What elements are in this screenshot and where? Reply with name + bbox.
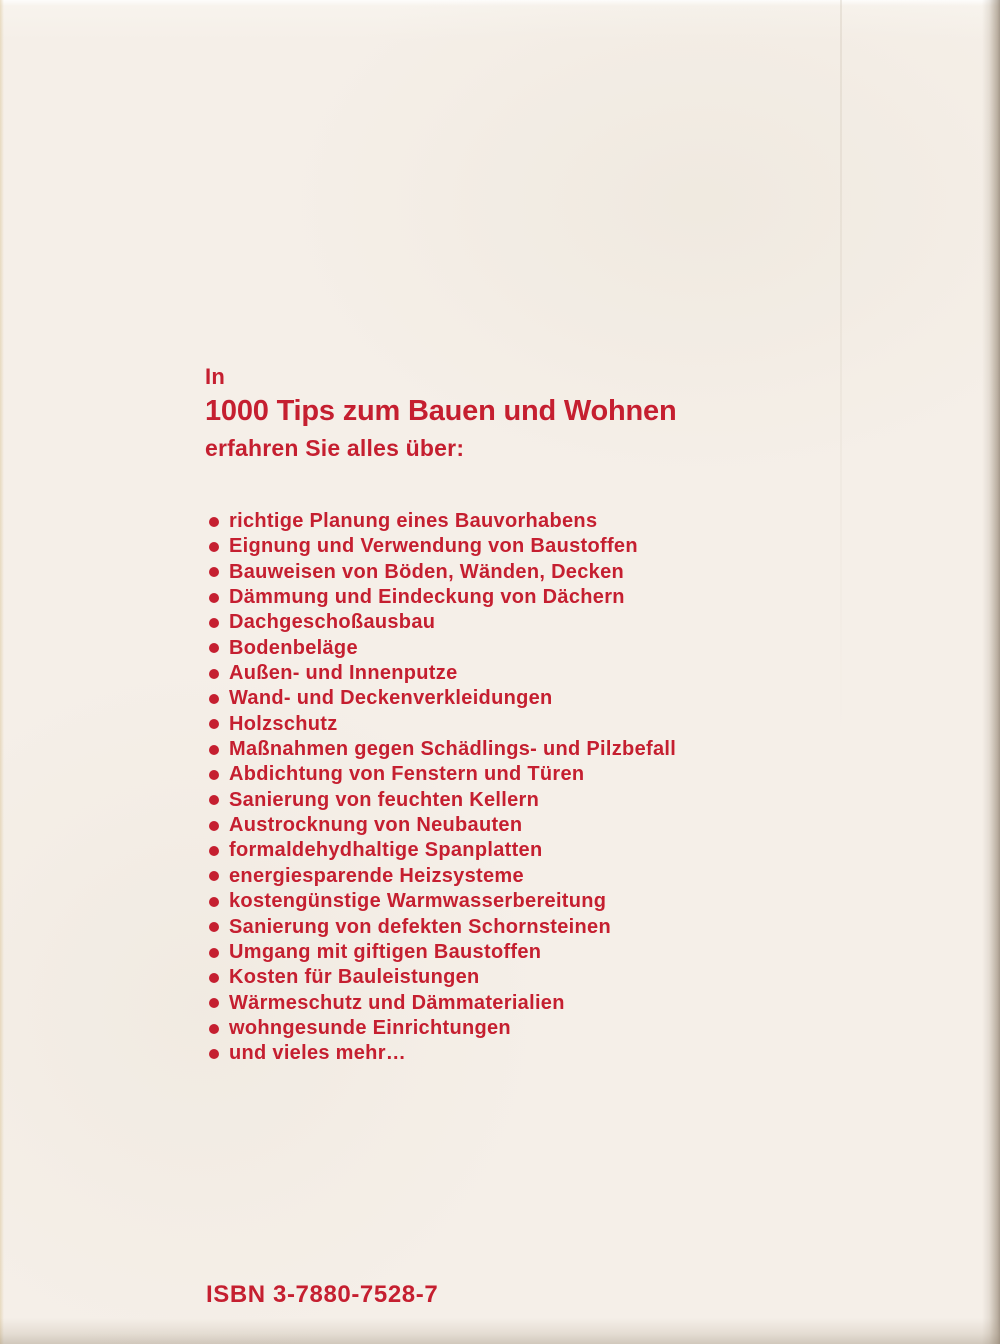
paper-edge-left	[0, 0, 4, 1344]
bullet-dot-icon	[209, 1049, 219, 1059]
bullet-dot-icon	[209, 719, 219, 729]
topic-list-item	[209, 991, 676, 1016]
topic-list-item	[209, 636, 676, 661]
paper-edge-bottom	[0, 1318, 1000, 1344]
bullet-dot-icon	[209, 745, 219, 755]
topic-text: Dachgeschoßausbau	[229, 611, 436, 634]
topic-list-item	[209, 737, 676, 762]
topic-text: wohngesunde Einrichtungen	[229, 1016, 511, 1039]
header-subtitle: erfahren Sie alles über:	[205, 435, 465, 462]
paper-edge-top	[0, 0, 1000, 6]
bullet-dot-icon	[209, 973, 219, 983]
topic-list-item	[209, 1041, 676, 1066]
bullet-dot-icon	[209, 821, 219, 831]
bullet-dot-icon	[209, 770, 219, 780]
topic-text: Wärmeschutz und Dämmaterialien	[229, 991, 565, 1014]
topic-text: Holzschutz	[229, 712, 338, 735]
topic-text: Umgang mit giftigen Baustoffen	[229, 940, 542, 963]
topic-text: Dämmung und Eindeckung von Dächern	[229, 586, 625, 609]
paper-crease	[840, 0, 842, 739]
topic-text: kostengünstige Warmwasserbereitung	[229, 890, 607, 913]
topic-text: und vieles mehr…	[229, 1042, 407, 1065]
bullet-dot-icon	[209, 618, 219, 628]
topic-list-item	[209, 610, 676, 635]
topic-text: Kosten für Bauleistungen	[229, 966, 480, 989]
paper-edge-right	[982, 0, 1000, 1344]
topic-text: Eignung und Verwendung von Baustoffen	[229, 535, 638, 558]
bullet-dot-icon	[209, 694, 219, 704]
bullet-dot-icon	[209, 897, 219, 907]
topic-list-item	[209, 560, 676, 585]
topic-list-item	[209, 762, 676, 787]
bullet-dot-icon	[209, 1024, 219, 1034]
topic-list-item	[209, 838, 676, 863]
book-title: 1000 Tips zum Bauen und Wohnen	[205, 395, 677, 428]
topic-text: formaldehydhaltige Spanplatten	[229, 839, 543, 862]
topic-list-item	[209, 534, 676, 559]
bullet-dot-icon	[209, 846, 219, 856]
bullet-dot-icon	[209, 871, 219, 881]
topic-text: Sanierung von defekten Schornsteinen	[229, 915, 611, 938]
topic-list-item	[209, 661, 676, 686]
bullet-dot-icon	[209, 593, 219, 603]
topic-list-item	[209, 940, 676, 965]
isbn-text: ISBN 3-7880-7528-7	[206, 1281, 439, 1308]
topic-list-item	[209, 864, 676, 889]
topic-text: Maßnahmen gegen Schädlings- und Pilzbefall	[229, 738, 677, 761]
topic-text: richtige Planung eines Bauvorhabens	[229, 510, 598, 532]
bullet-dot-icon	[209, 795, 219, 805]
topic-list-item	[209, 686, 676, 711]
bullet-dot-icon	[209, 948, 219, 958]
bullet-dot-icon	[209, 998, 219, 1008]
bullet-dot-icon	[209, 542, 219, 552]
topic-text: energiesparende Heizsysteme	[229, 864, 524, 887]
topic-text: Außen- und Innenputze	[229, 662, 458, 685]
bullet-dot-icon	[209, 567, 219, 577]
topic-list-item	[209, 585, 676, 610]
bullet-dot-icon	[209, 517, 219, 527]
topic-list-item	[209, 889, 676, 914]
topic-list-item	[209, 1016, 676, 1041]
header-line-in: In	[205, 364, 226, 389]
bullet-dot-icon	[209, 922, 219, 932]
topic-text: Austrocknung von Neubauten	[229, 814, 523, 837]
topics-list	[209, 509, 676, 1067]
topic-list-item	[209, 915, 676, 940]
topic-list-item	[209, 813, 676, 838]
topic-text: Bodenbeläge	[229, 636, 358, 659]
topic-list-item	[209, 509, 676, 534]
topic-text: Bauweisen von Böden, Wänden, Decken	[229, 560, 625, 583]
topic-text: Abdichtung von Fenstern und Türen	[229, 763, 585, 786]
bullet-dot-icon	[209, 669, 219, 679]
topic-list-item	[209, 965, 676, 990]
bullet-dot-icon	[209, 643, 219, 653]
topic-text: Wand- und Deckenverkleidungen	[229, 687, 553, 710]
topic-list-item	[209, 712, 676, 737]
topic-list-item	[209, 788, 676, 813]
topic-text: Sanierung von feuchten Kellern	[229, 788, 540, 811]
cover-header	[205, 365, 677, 462]
